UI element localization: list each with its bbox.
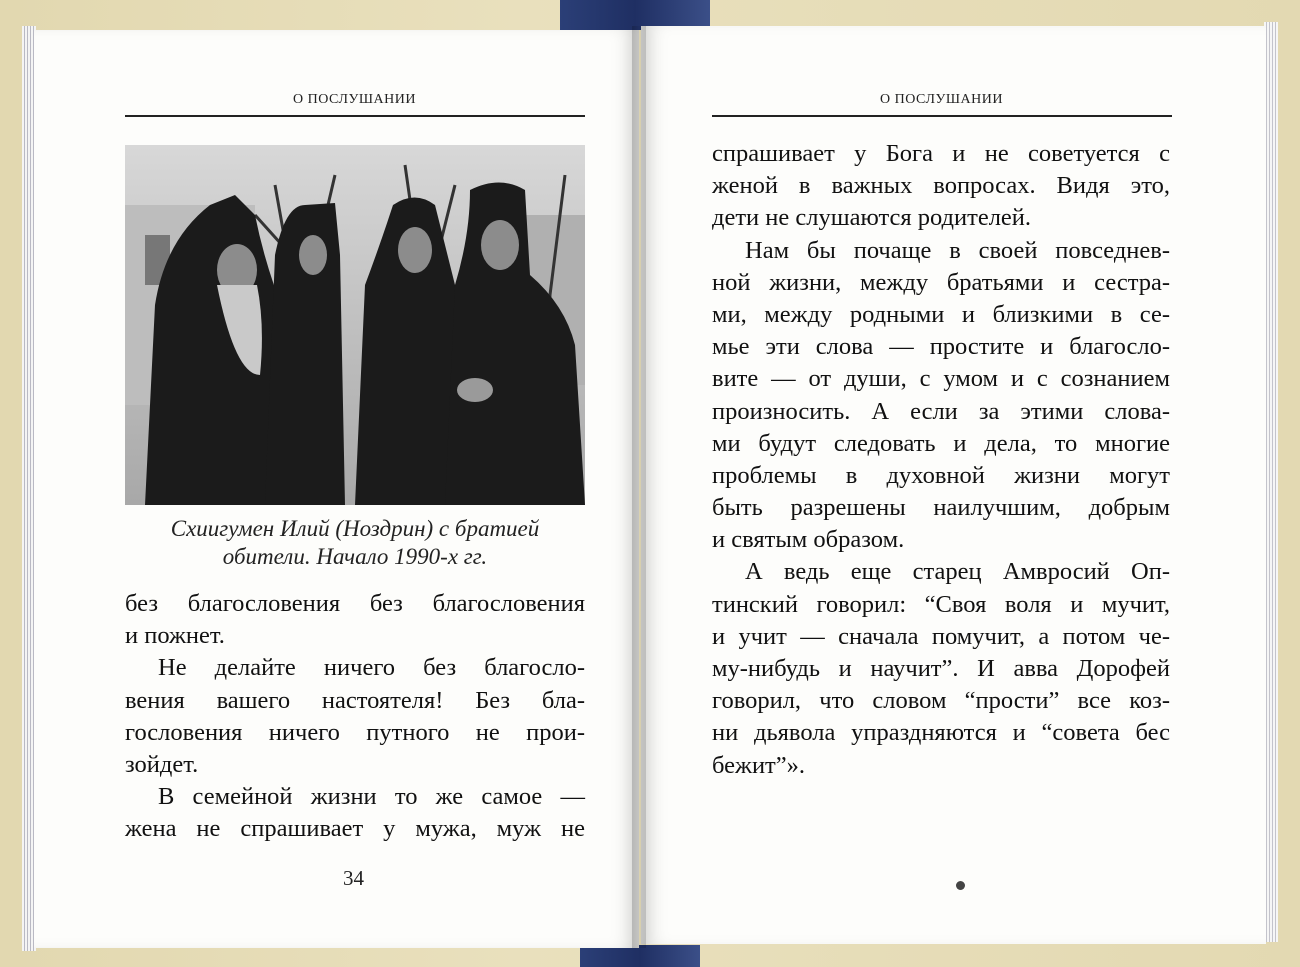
text-line: В семейной жизни то же самое — xyxy=(158,783,585,811)
text-line: жена не спрашивает у мужа, муж не xyxy=(125,815,585,843)
text-line: ни дьявола упраздняются и “совета бес xyxy=(712,719,1170,747)
text-line: А ведь еще старец Амвросий Оп- xyxy=(745,558,1170,586)
book-gutter xyxy=(632,26,646,948)
left-page-text xyxy=(125,588,585,846)
text-line: Не делайте ничего без благосло- xyxy=(158,654,585,682)
running-head-left: О ПОСЛУШАНИИ xyxy=(293,92,416,107)
page-edges-right xyxy=(1264,22,1278,942)
text-line: и пожнет. xyxy=(125,622,225,650)
text-line: говорил, что словом “прости” все коз- xyxy=(712,687,1170,715)
text-line: ми, между родными и близкими в се- xyxy=(712,300,1170,328)
header-rule-left xyxy=(125,115,585,117)
text-line: спрашивает у Бога и не советуется с xyxy=(712,140,1170,167)
text-line: и учит — сначала помучит, а потом че- xyxy=(712,622,1170,650)
text-line: мье эти слова — простите и благосло- xyxy=(712,333,1170,361)
text-line: и святым образом. xyxy=(712,526,905,554)
bookmark-ribbon-bottom xyxy=(580,945,700,967)
text-line: Нам бы почаще в своей повседнев- xyxy=(745,236,1170,264)
photo-caption-line-1: Схиигумен Илий (Ноздрин) с братией xyxy=(170,516,540,541)
page-number: 34 xyxy=(343,866,364,890)
text-line: бежит”». xyxy=(712,751,806,779)
photo-caption-line-2: обители. Начало 1990-х гг. xyxy=(222,544,488,569)
text-line: ми будут следовать и дела, то многие xyxy=(712,429,1170,457)
text-line: тинский говорил: “Своя воля и мучит, xyxy=(712,590,1170,618)
text-line: женой в важных вопросах. Видя это, xyxy=(712,172,1170,200)
text-line: произносить. А если за этими слова- xyxy=(712,397,1170,425)
text-line: ной жизни, между братьями и сестра- xyxy=(712,268,1170,296)
right-page-text xyxy=(712,138,1170,782)
text-line: дети не слушаются родителей. xyxy=(712,204,1032,232)
photo-caption xyxy=(125,515,585,571)
text-line: без благословения без благословения xyxy=(125,590,585,617)
text-line: му-нибудь и научит”. И авва Дорофей xyxy=(712,655,1170,682)
text-line: гословения ничего путного не прои- xyxy=(125,718,585,746)
ink-speck xyxy=(956,881,965,890)
text-line: зойдет. xyxy=(125,750,199,778)
monks-photo xyxy=(125,145,585,505)
text-line: быть разрешены наилучшим, добрым xyxy=(712,494,1170,522)
text-line: проблемы в духовной жизни могут xyxy=(712,461,1170,489)
header-rule-right xyxy=(712,115,1172,117)
running-head-right: О ПОСЛУШАНИИ xyxy=(880,92,1003,107)
text-line: вения вашего настоятеля! Без бла- xyxy=(125,686,585,714)
text-line: вите — от души, с умом и с сознанием xyxy=(712,365,1170,393)
monks-photo-illustration xyxy=(125,145,585,505)
